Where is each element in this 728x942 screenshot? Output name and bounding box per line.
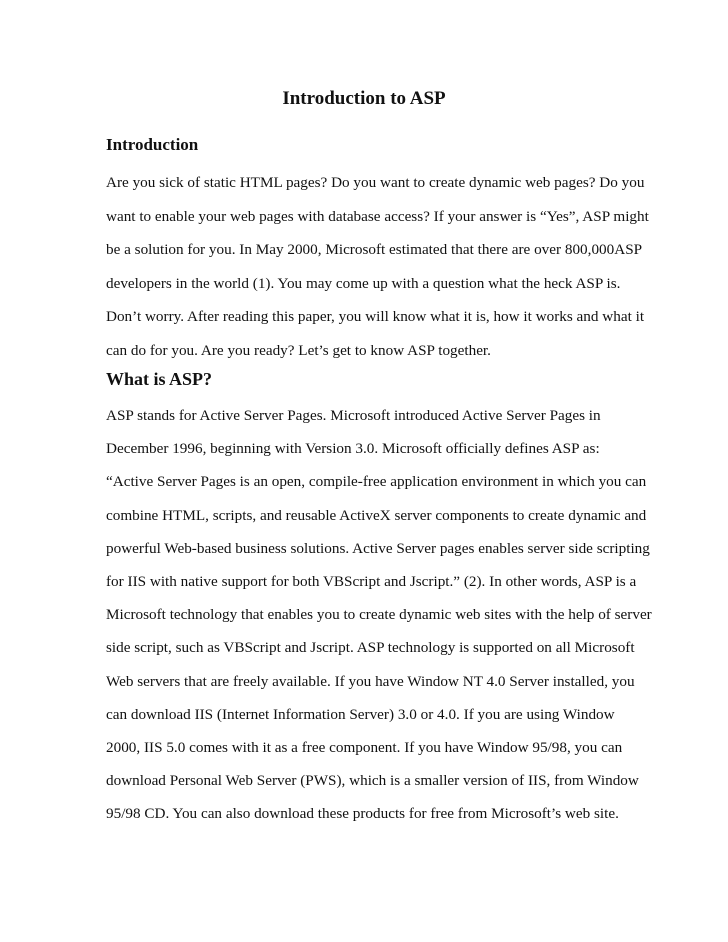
text-line: combine HTML, scripts, and reusable ActiveX server components to create dynamic and bbox=[106, 506, 647, 524]
text-line: download Personal Web Server (PWS), which is a smaller version of IIS, from Window bbox=[106, 772, 639, 790]
text-line: ASP stands for Active Server Pages. Microsoft introduced Active Server Pages in bbox=[106, 407, 601, 424]
paragraph-introduction bbox=[106, 172, 649, 374]
text-line: Microsoft technology that enables you to create dynamic web sites with the help of server bbox=[106, 606, 652, 624]
text-line: want to enable your web pages with database access? If your answer is “Yes”, ASP might bbox=[106, 207, 649, 225]
text-line: December 1996, beginning with Version 3.0. Microsoft officially defines ASP as: bbox=[106, 440, 600, 458]
text-line: be a solution for you. In May 2000, Microsoft estimated that there are over 800,000ASP bbox=[106, 241, 643, 259]
text-line: Don’t worry. After reading this paper, you will know what it is, how it works and what it bbox=[106, 308, 645, 326]
text-line: powerful Web-based business solutions. Active Server pages enables server side scripting bbox=[106, 539, 650, 557]
text-line: can download IIS (Internet Information Server) 3.0 or 4.0. If you are using Window bbox=[106, 705, 615, 723]
text-line: can do for you. Are you ready? Let’s get to know ASP together. bbox=[106, 341, 491, 359]
text-line: side script, such as VBScript and Jscript. ASP technology is supported on all Microsoft bbox=[106, 639, 635, 657]
text-line: developers in the world (1). You may come up with a question what the heck ASP is. bbox=[106, 274, 621, 292]
text-line: Are you sick of static HTML pages? Do you want to create dynamic web pages? Do you bbox=[106, 174, 645, 191]
paragraph-what-is-asp bbox=[106, 405, 652, 836]
text-line: Web servers that are freely available. If you have Window NT 4.0 Server installed, you bbox=[106, 672, 635, 690]
text-line: “Active Server Pages is an open, compile-free application environment in which you can bbox=[106, 473, 647, 491]
text-line: 2000, IIS 5.0 comes with it as a free component. If you have Window 95/98, you can bbox=[106, 738, 623, 756]
section-heading-what-is-asp: What is ASP? bbox=[106, 369, 213, 389]
document-title: Introduction to ASP bbox=[282, 88, 446, 109]
section-heading-introduction: Introduction bbox=[106, 135, 199, 154]
text-line: for IIS with native support for both VBScript and Jscript.” (2). In other words, ASP is a bbox=[106, 572, 637, 590]
text-line: 95/98 CD. You can also download these products for free from Microsoft’s web site. bbox=[106, 805, 619, 823]
